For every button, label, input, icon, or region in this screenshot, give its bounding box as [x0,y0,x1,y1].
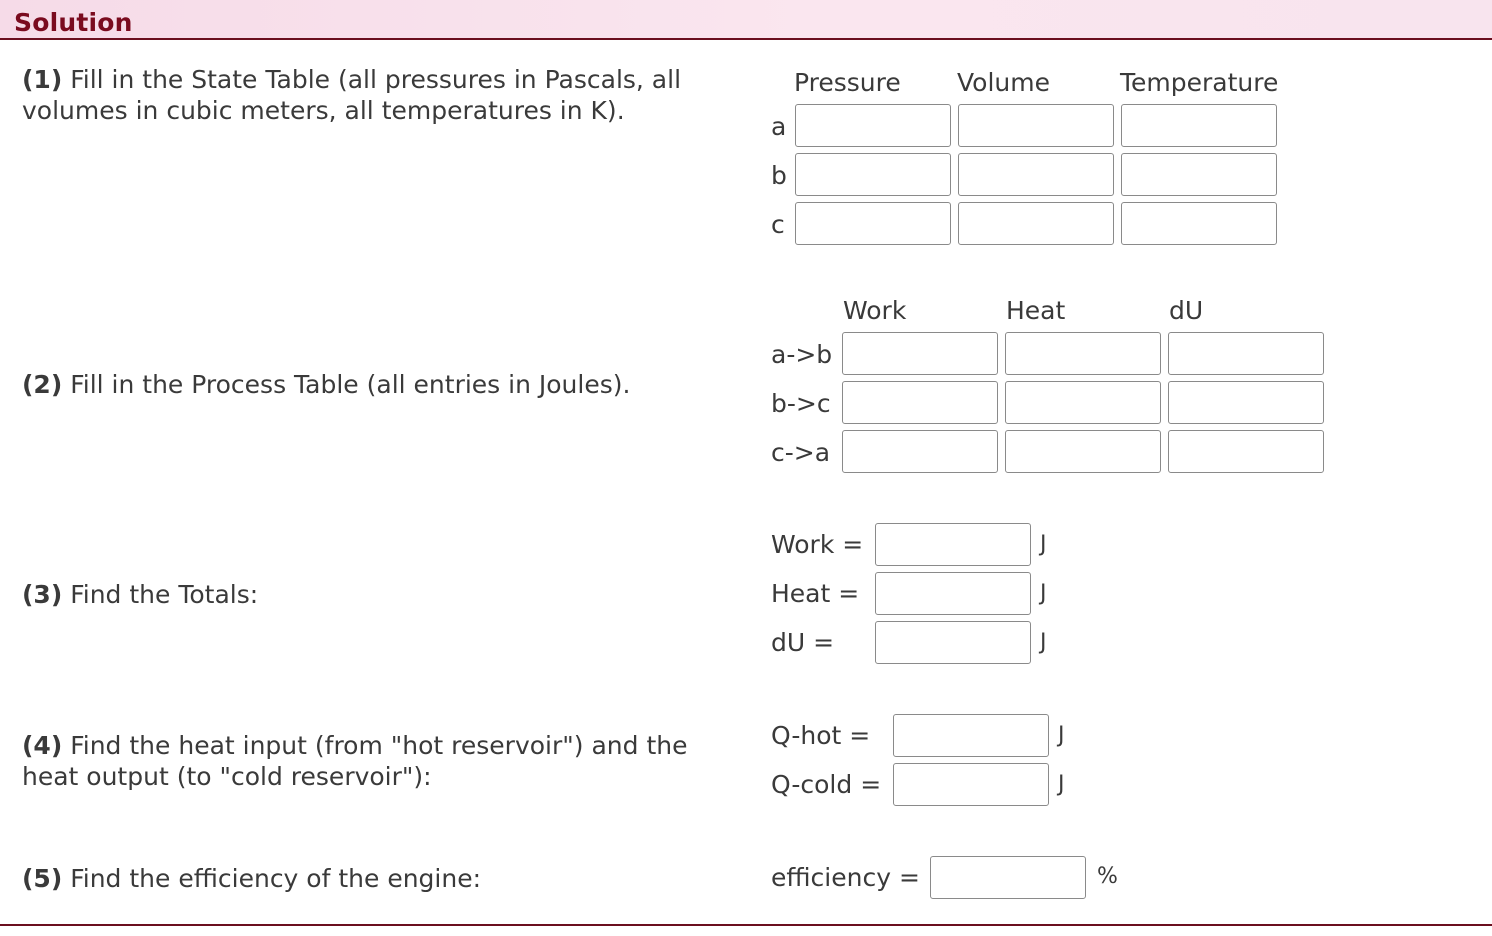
process-col-du: dU [1169,296,1204,325]
step-4-number: (4) [22,731,63,760]
efficiency-label: efficiency = [771,863,920,892]
total-work-label: Work = [771,530,864,559]
header-title: Solution [14,8,133,37]
total-du-unit: J [1040,630,1047,655]
state-b-pressure-input[interactable] [795,153,951,196]
qcold-unit: J [1058,772,1065,797]
process-row-label-ab: a->b [771,340,833,369]
state-row-label-c: c [771,210,785,239]
state-row-label-b: b [771,161,787,190]
process-col-work: Work [843,296,907,325]
total-du-label: dU = [771,628,835,657]
step-5-instruction [22,863,742,894]
step-3-number: (3) [22,580,63,609]
qhot-unit: J [1058,723,1065,748]
qcold-input[interactable] [893,763,1049,806]
state-a-volume-input[interactable] [958,104,1114,147]
step-2-instruction [22,369,742,400]
step-3-instruction [22,579,742,610]
total-work-unit: J [1040,532,1047,557]
state-col-volume: Volume [957,68,1050,97]
process-ca-work-input[interactable] [842,430,998,473]
process-col-heat: Heat [1006,296,1066,325]
solution-header [0,0,1492,40]
process-ab-du-input[interactable] [1168,332,1324,375]
state-a-pressure-input[interactable] [795,104,951,147]
process-ca-heat-input[interactable] [1005,430,1161,473]
total-heat-input[interactable] [875,572,1031,615]
efficiency-input[interactable] [930,856,1086,899]
step-2-number: (2) [22,370,63,399]
process-ca-du-input[interactable] [1168,430,1324,473]
step-1-instruction [22,64,742,126]
qcold-label: Q-cold = [771,770,882,799]
step-1-number: (1) [22,65,63,94]
step-5-number: (5) [22,864,63,893]
step-4-text: Find the heat input (from "hot reservoir") and the heat output (to "cold reservoir"): [22,731,688,791]
state-col-pressure: Pressure [794,68,901,97]
qhot-label: Q-hot = [771,721,871,750]
process-bc-heat-input[interactable] [1005,381,1161,424]
step-4-instruction [22,730,722,792]
process-bc-work-input[interactable] [842,381,998,424]
total-work-input[interactable] [875,523,1031,566]
step-5-text: Find the efficiency of the engine: [70,864,482,893]
state-c-volume-input[interactable] [958,202,1114,245]
bottom-divider [0,924,1492,926]
qhot-input[interactable] [893,714,1049,757]
total-du-input[interactable] [875,621,1031,664]
process-ab-work-input[interactable] [842,332,998,375]
state-c-temperature-input[interactable] [1121,202,1277,245]
total-heat-label: Heat = [771,579,860,608]
state-col-temperature: Temperature [1120,68,1279,97]
state-row-label-a: a [771,112,787,141]
state-b-temperature-input[interactable] [1121,153,1277,196]
process-row-label-ca: c->a [771,438,831,467]
process-ab-heat-input[interactable] [1005,332,1161,375]
total-heat-unit: J [1040,581,1047,606]
state-a-temperature-input[interactable] [1121,104,1277,147]
process-bc-du-input[interactable] [1168,381,1324,424]
process-row-label-bc: b->c [771,389,831,418]
efficiency-unit: % [1097,864,1118,889]
step-1-text: Fill in the State Table (all pressures in Pascals, all volumes in cubic meters, all temperatures in K). [22,65,682,125]
state-c-pressure-input[interactable] [795,202,951,245]
state-b-volume-input[interactable] [958,153,1114,196]
step-3-text: Find the Totals: [70,580,259,609]
step-2-text: Fill in the Process Table (all entries in Joules). [70,370,631,399]
